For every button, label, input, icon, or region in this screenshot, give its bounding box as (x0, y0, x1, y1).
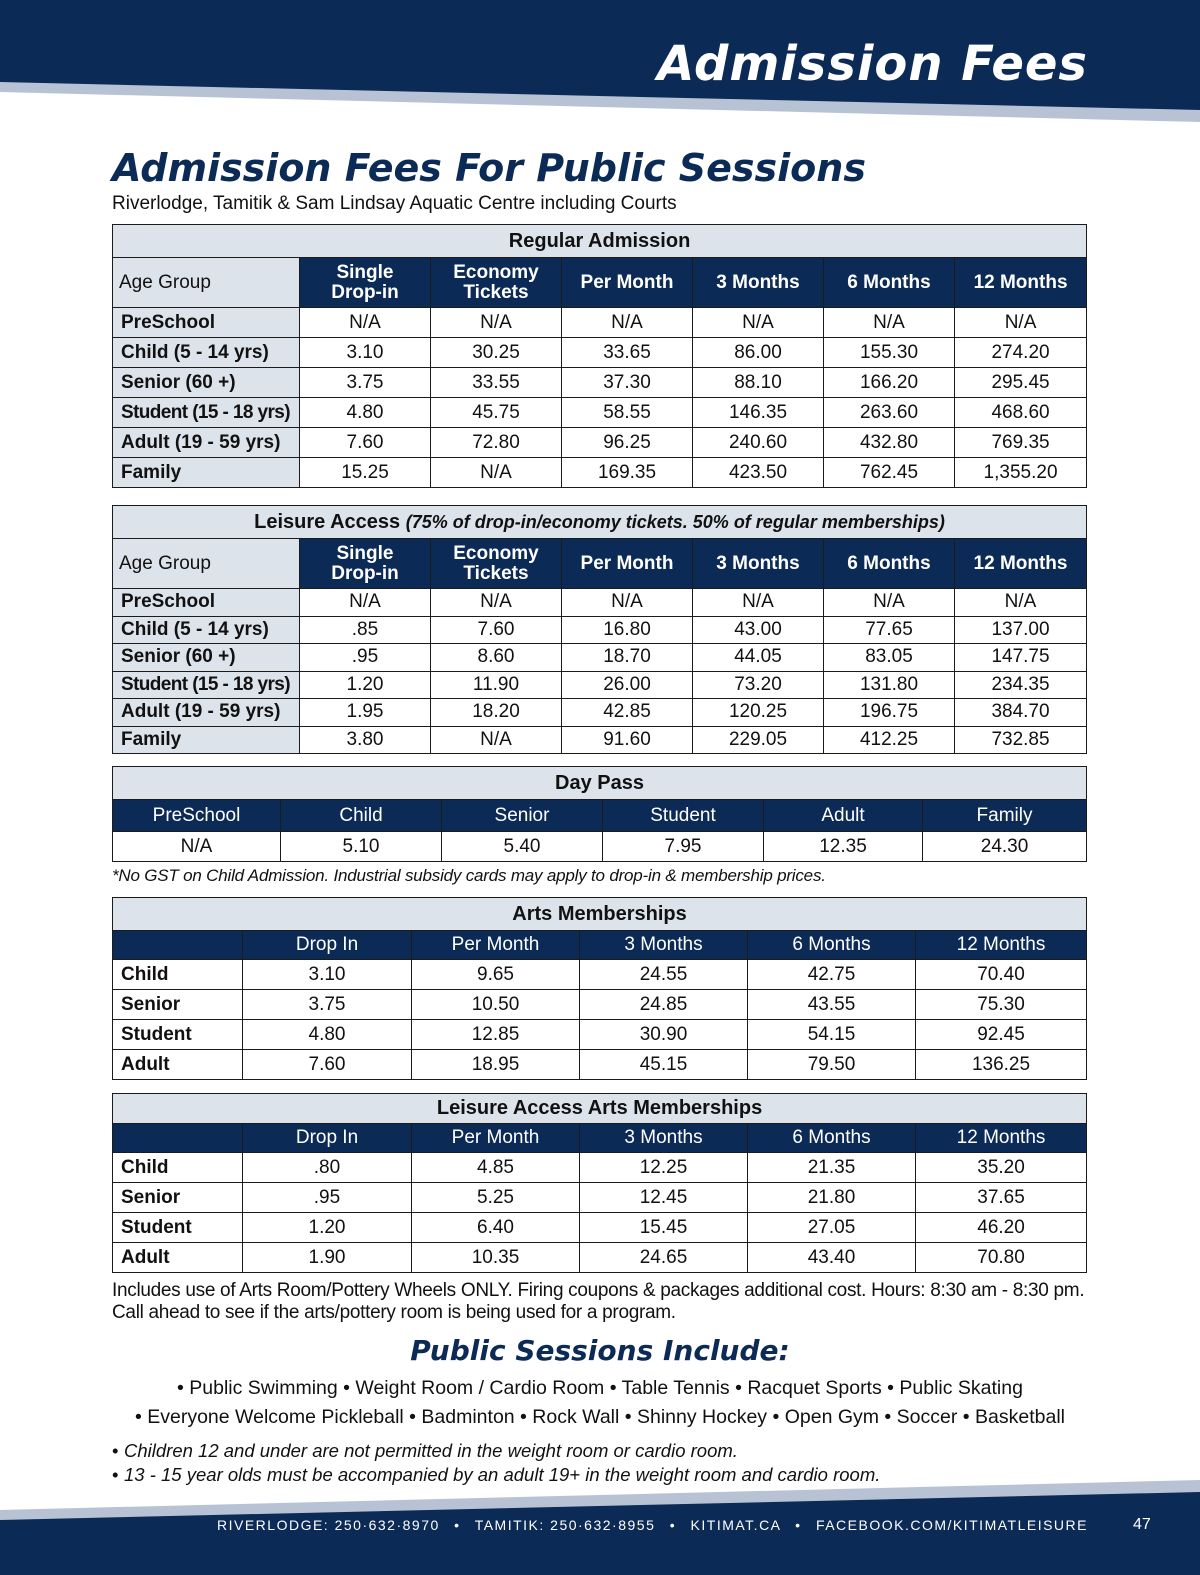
table-cell: .85 (300, 616, 431, 644)
column-header-empty (113, 1124, 243, 1153)
table-cell: 91.60 (562, 726, 693, 754)
column-header: PreSchool (113, 800, 281, 832)
gst-note: *No GST on Child Admission. Industrial subsidy cards may apply to drop-in & membership prices. (112, 866, 826, 885)
table-cell: N/A (113, 832, 281, 862)
table-cell: 12.25 (580, 1153, 748, 1183)
table-cell: N/A (955, 589, 1087, 617)
table-cell: 37.65 (916, 1183, 1087, 1213)
table-cell: 86.00 (693, 338, 824, 368)
table-cell: 8.60 (431, 644, 562, 672)
footer-separator: • (454, 1517, 461, 1533)
table-cell: 7.60 (431, 616, 562, 644)
column-header: 6 Months (824, 258, 955, 308)
table-cell: 6.40 (412, 1213, 580, 1243)
table-cell: 26.00 (562, 671, 693, 699)
table-cell: N/A (824, 308, 955, 338)
leisure-access-note: (75% of drop-in/economy tickets. 50% of regular memberships) (405, 511, 945, 532)
table-row (113, 671, 1087, 699)
rule-item: • Children 12 and under are not permitted in the weight room or cardio room. (112, 1439, 880, 1463)
table-cell: 5.10 (281, 832, 442, 862)
leisure-arts-memberships-title: Leisure Access Arts Memberships (113, 1094, 1087, 1124)
table-cell: 24.85 (580, 990, 748, 1020)
leisure-access-table (112, 505, 1087, 754)
table-row (113, 726, 1087, 754)
row-label: Senior (113, 990, 243, 1020)
table-cell: 7.60 (243, 1050, 412, 1080)
column-header: 3 Months (693, 539, 824, 589)
column-header: Single Drop-in (300, 258, 431, 308)
table-cell: 92.45 (916, 1020, 1087, 1050)
row-label: Student (15 - 18 yrs) (113, 671, 300, 699)
table-row (113, 990, 1087, 1020)
table-cell: 295.45 (955, 368, 1087, 398)
table-row (113, 428, 1087, 458)
row-label: Adult (19 - 59 yrs) (113, 428, 300, 458)
arts-memberships-table (112, 897, 1087, 1080)
row-label: Student (15 - 18 yrs) (113, 398, 300, 428)
table-row (113, 1020, 1087, 1050)
footer-contacts (217, 1517, 1088, 1533)
table-cell: 54.15 (748, 1020, 916, 1050)
leisure-arts-memberships-table (112, 1093, 1087, 1273)
table-cell: N/A (431, 308, 562, 338)
table-cell: 88.10 (693, 368, 824, 398)
table-row (113, 1050, 1087, 1080)
row-label: PreSchool (113, 308, 300, 338)
table-cell: 1.20 (243, 1213, 412, 1243)
column-header: 12 Months (916, 1124, 1087, 1153)
table-cell: 18.20 (431, 699, 562, 727)
table-cell: 423.50 (693, 458, 824, 488)
table-cell: 30.25 (431, 338, 562, 368)
table-cell: 96.25 (562, 428, 693, 458)
column-header: Family (923, 800, 1087, 832)
column-header: Per Month (562, 539, 693, 589)
row-label: Senior (113, 1183, 243, 1213)
table-cell: 4.80 (243, 1020, 412, 1050)
table-cell: 18.70 (562, 644, 693, 672)
column-header: Per Month (412, 931, 580, 960)
table-cell: 240.60 (693, 428, 824, 458)
column-header: Economy Tickets (431, 539, 562, 589)
table-cell: 384.70 (955, 699, 1087, 727)
table-row (113, 398, 1087, 428)
table-cell: 229.05 (693, 726, 824, 754)
table-row (113, 368, 1087, 398)
table-row (113, 589, 1087, 617)
table-cell: 83.05 (824, 644, 955, 672)
column-header: Economy Tickets (431, 258, 562, 308)
table-cell: 75.30 (916, 990, 1087, 1020)
row-label: Child (5 - 14 yrs) (113, 338, 300, 368)
table-cell: 45.75 (431, 398, 562, 428)
table-cell: 166.20 (824, 368, 955, 398)
column-header: 6 Months (748, 931, 916, 960)
column-header: Adult (764, 800, 923, 832)
column-header: 12 Months (916, 931, 1087, 960)
table-cell: 9.65 (412, 960, 580, 990)
table-cell: 1.90 (243, 1243, 412, 1273)
table-cell: N/A (693, 589, 824, 617)
table-cell: 44.05 (693, 644, 824, 672)
sessions-list-line: • Everyone Welcome Pickleball • Badminton • Rock Wall • Shinny Hockey • Open Gym • Soccer • Basketball (135, 1406, 1065, 1428)
column-header: Per Month (562, 258, 693, 308)
table-cell: 196.75 (824, 699, 955, 727)
table-cell: 21.80 (748, 1183, 916, 1213)
table-cell: 1,355.20 (955, 458, 1087, 488)
leisure-access-title (113, 506, 1087, 539)
table-cell: 155.30 (824, 338, 955, 368)
table-cell: 37.30 (562, 368, 693, 398)
column-header: Drop In (243, 1124, 412, 1153)
footer-separator: • (795, 1517, 802, 1533)
table-row (113, 1213, 1087, 1243)
row-label: Adult (19 - 59 yrs) (113, 699, 300, 727)
table-row (113, 699, 1087, 727)
table-row (113, 1153, 1087, 1183)
table-cell: 46.20 (916, 1213, 1087, 1243)
column-header: Per Month (412, 1124, 580, 1153)
arts-note: Includes use of Arts Room/Pottery Wheels ONLY. Firing coupons & packages additional cost. Hours: 8:30 am - 8:30 pm. Call ahead to see if the arts/pottery room is being used for a program. (112, 1280, 1085, 1323)
column-header: Senior (442, 800, 603, 832)
table-cell: N/A (824, 589, 955, 617)
table-row (113, 458, 1087, 488)
age-group-header: Age Group (113, 539, 300, 589)
table-cell: 43.00 (693, 616, 824, 644)
table-cell: 10.50 (412, 990, 580, 1020)
table-cell: .80 (243, 1153, 412, 1183)
regular-admission-table (112, 224, 1087, 488)
table-cell: 137.00 (955, 616, 1087, 644)
column-header: 12 Months (955, 539, 1087, 589)
table-cell: 263.60 (824, 398, 955, 428)
table-cell: 131.80 (824, 671, 955, 699)
table-cell: 3.10 (300, 338, 431, 368)
table-cell: 1.95 (300, 699, 431, 727)
table-cell: 3.75 (243, 990, 412, 1020)
sessions-title: Public Sessions Include: (410, 1334, 790, 1367)
row-label: Child (113, 1153, 243, 1183)
table-cell: N/A (431, 726, 562, 754)
table-cell: 769.35 (955, 428, 1087, 458)
table-cell: 5.40 (442, 832, 603, 862)
table-cell: .95 (300, 644, 431, 672)
table-row (113, 308, 1087, 338)
table-cell: 15.25 (300, 458, 431, 488)
row-label: Senior (60 +) (113, 644, 300, 672)
table-cell: 72.80 (431, 428, 562, 458)
table-cell: 4.80 (300, 398, 431, 428)
footer-facebook-link[interactable]: FACEBOOK.COM/KITIMATLEISURE (815, 1517, 1088, 1533)
column-header-empty (113, 931, 243, 960)
regular-admission-title: Regular Admission (113, 225, 1087, 258)
column-header: 3 Months (580, 931, 748, 960)
row-label: Child (5 - 14 yrs) (113, 616, 300, 644)
day-pass-title: Day Pass (113, 767, 1087, 800)
table-cell: 12.85 (412, 1020, 580, 1050)
table-cell: 15.45 (580, 1213, 748, 1243)
table-cell: 234.35 (955, 671, 1087, 699)
table-cell: 468.60 (955, 398, 1087, 428)
table-cell: 70.80 (916, 1243, 1087, 1273)
column-header: 6 Months (824, 539, 955, 589)
row-label: Senior (60 +) (113, 368, 300, 398)
table-cell: 73.20 (693, 671, 824, 699)
table-cell: 18.95 (412, 1050, 580, 1080)
table-row (113, 832, 1087, 862)
table-cell: 24.55 (580, 960, 748, 990)
table-cell: N/A (431, 589, 562, 617)
table-cell: 274.20 (955, 338, 1087, 368)
table-cell: 12.35 (764, 832, 923, 862)
column-header: Student (603, 800, 764, 832)
column-header: 3 Months (693, 258, 824, 308)
table-cell: N/A (300, 308, 431, 338)
table-cell: N/A (693, 308, 824, 338)
row-label: Family (113, 458, 300, 488)
table-cell: 30.90 (580, 1020, 748, 1050)
table-cell: 43.40 (748, 1243, 916, 1273)
column-header: Drop In (243, 931, 412, 960)
sessions-list-line: • Public Swimming • Weight Room / Cardio Room • Table Tennis • Racquet Sports • Public Skating (177, 1377, 1023, 1399)
footer-website-link[interactable]: KITIMAT.CA (690, 1517, 781, 1533)
table-cell: 146.35 (693, 398, 824, 428)
row-label: Adult (113, 1050, 243, 1080)
row-label: Family (113, 726, 300, 754)
day-pass-table (112, 766, 1087, 862)
table-cell: 147.75 (955, 644, 1087, 672)
table-row (113, 960, 1087, 990)
table-cell: 16.80 (562, 616, 693, 644)
column-header: 3 Months (580, 1124, 748, 1153)
column-header: 12 Months (955, 258, 1087, 308)
column-header: Single Drop-in (300, 539, 431, 589)
table-row (113, 338, 1087, 368)
header-title: Admission Fees (657, 36, 1088, 92)
table-cell: 3.10 (243, 960, 412, 990)
page-number: 47 (1133, 1516, 1151, 1533)
footer-tamitik-phone: TAMITIK: 250·632·8955 (474, 1517, 656, 1533)
table-cell: 43.55 (748, 990, 916, 1020)
column-header: Child (281, 800, 442, 832)
row-label: Student (113, 1020, 243, 1050)
table-cell: 24.30 (923, 832, 1087, 862)
page-subtitle: Riverlodge, Tamitik & Sam Lindsay Aquatic Centre including Courts (112, 193, 677, 214)
table-cell: 432.80 (824, 428, 955, 458)
table-cell: 7.95 (603, 832, 764, 862)
table-cell: 33.65 (562, 338, 693, 368)
table-cell: N/A (955, 308, 1087, 338)
row-label: PreSchool (113, 589, 300, 617)
table-cell: .95 (243, 1183, 412, 1213)
table-cell: 35.20 (916, 1153, 1087, 1183)
footer-riverlodge-phone: RIVERLODGE: 250·632·8970 (217, 1517, 440, 1533)
table-cell: 45.15 (580, 1050, 748, 1080)
table-row (113, 1183, 1087, 1213)
table-cell: 762.45 (824, 458, 955, 488)
table-cell: 33.55 (431, 368, 562, 398)
table-cell: 42.85 (562, 699, 693, 727)
table-cell: 77.65 (824, 616, 955, 644)
table-cell: 24.65 (580, 1243, 748, 1273)
age-group-header: Age Group (113, 258, 300, 308)
table-row (113, 616, 1087, 644)
table-cell: 7.60 (300, 428, 431, 458)
table-cell: 70.40 (916, 960, 1087, 990)
column-header: 6 Months (748, 1124, 916, 1153)
table-row (113, 1243, 1087, 1273)
table-cell: 21.35 (748, 1153, 916, 1183)
table-cell: 12.45 (580, 1183, 748, 1213)
table-cell: N/A (300, 589, 431, 617)
table-cell: 732.85 (955, 726, 1087, 754)
table-cell: 136.25 (916, 1050, 1087, 1080)
table-cell: 58.55 (562, 398, 693, 428)
table-cell: 27.05 (748, 1213, 916, 1243)
table-cell: 42.75 (748, 960, 916, 990)
footer-separator: • (669, 1517, 677, 1533)
row-label: Adult (113, 1243, 243, 1273)
table-cell: 3.75 (300, 368, 431, 398)
table-cell: 169.35 (562, 458, 693, 488)
page-title: Admission Fees For Public Sessions (112, 146, 866, 190)
table-cell: N/A (431, 458, 562, 488)
table-cell: N/A (562, 308, 693, 338)
table-row (113, 644, 1087, 672)
leisure-access-title-text: Leisure Access (254, 510, 401, 533)
table-cell: 79.50 (748, 1050, 916, 1080)
row-label: Child (113, 960, 243, 990)
table-cell: N/A (562, 589, 693, 617)
table-cell: 3.80 (300, 726, 431, 754)
table-cell: 1.20 (300, 671, 431, 699)
table-cell: 5.25 (412, 1183, 580, 1213)
rule-item: • 13 - 15 year olds must be accompanied by an adult 19+ in the weight room and cardio room. (112, 1463, 880, 1487)
row-label: Student (113, 1213, 243, 1243)
table-cell: 11.90 (431, 671, 562, 699)
arts-memberships-title: Arts Memberships (113, 898, 1087, 931)
table-cell: 412.25 (824, 726, 955, 754)
table-cell: 10.35 (412, 1243, 580, 1273)
table-cell: 4.85 (412, 1153, 580, 1183)
table-cell: 120.25 (693, 699, 824, 727)
